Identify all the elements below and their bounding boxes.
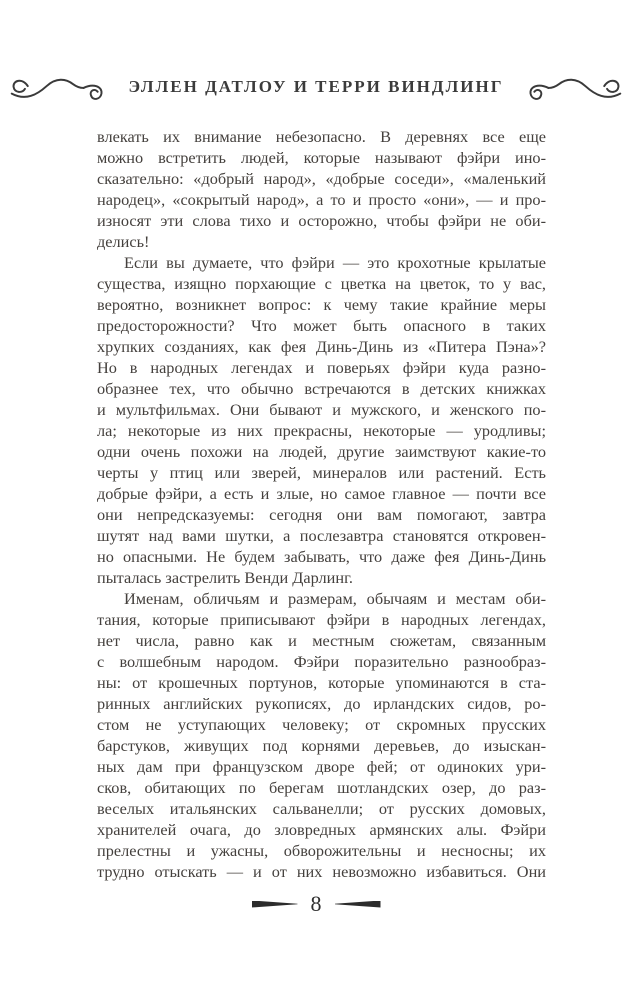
page-number-dash-right-icon <box>335 901 381 908</box>
text-line: делись! <box>97 232 150 251</box>
text-line: сказательно: «добрый народ», «добрые соседи», «маленький <box>97 169 546 188</box>
text-line: шутят над вами шутки, а послезавтра становятся откровен- <box>97 526 546 545</box>
page-footer <box>0 893 632 915</box>
text-line: Но в народных легендах и поверьях фэйри куда разно- <box>97 358 546 377</box>
text-line: хрупких созданиях, как фея Динь-Динь из «Питера Пэна»? <box>97 337 546 356</box>
text-line: сков, обитающих по берегам шотландских озер, до раз- <box>97 778 546 797</box>
text-line: народец», «сокрытый народ», а то и просто «они», — и про- <box>97 190 546 209</box>
text-line: ны: от крошечных портунов, которые упоминаются в ста- <box>97 673 546 692</box>
text-line: одни очень похожи на людей, другие заимствуют какие-то <box>97 442 546 461</box>
text-line: веселых итальянских сальванелли; от русских домовых, <box>97 799 546 818</box>
text-line: с волшебным народом. Фэйри поразительно разнообраз- <box>97 652 546 671</box>
text-line: пыталась застрелить Венди Дарлинг. <box>97 568 354 587</box>
text-line: нет числа, равно как и местным сюжетам, связанным <box>97 631 546 650</box>
text-line: ринных английских рукописях, до ирландских сидов, ро- <box>97 694 546 713</box>
page-number-dash-left-icon <box>252 901 298 908</box>
text-line: прелестны и ужасны, обворожительны и несносны; их <box>97 841 546 860</box>
text-line: хранителей очага, до зловредных армянских алы. Фэйри <box>97 820 546 839</box>
text-line: предосторожности? Что может быть опасного в таких <box>97 316 546 335</box>
text-line: ных дам при французском дворе фей; от одиноких ури- <box>97 757 546 776</box>
text-line: но опасными. Не будем забывать, что даже фея Динь-Динь <box>97 547 546 566</box>
text-line: вероятно, возникнет вопрос: к чему такие крайние меры <box>97 295 546 314</box>
text-line: они непредсказуемы: сегодня они вам помогают, завтра <box>97 505 546 524</box>
text-line: Именам, обличьям и размерам, обычаям и местам оби- <box>124 589 546 608</box>
text-line: влекать их внимание небезопасно. В деревнях все еще <box>97 127 546 146</box>
text-line: можно встретить людей, которые называют фэйри ино- <box>97 148 546 167</box>
text-line: барстуков, живущих под корнями деревьев, до изыскан- <box>97 736 546 755</box>
text-line: стом не уступающих человеку; от скромных прусских <box>97 715 546 734</box>
text-line: износят эти слова тихо и осторожно, чтобы фэйри не оби- <box>97 211 546 230</box>
text-line: добрые фэйри, а есть и злые, но самое главное — почти все <box>97 484 546 503</box>
body-text <box>97 126 546 882</box>
author-running-head: ЭЛЛЕН ДАТЛОУ И ТЕРРИ ВИНДЛИНГ <box>128 77 504 96</box>
text-line: Если вы думаете, что фэйри — это крохотные крылатые <box>124 253 546 272</box>
text-line: образнее тех, что обычно встречаются в детских книжках <box>97 379 546 398</box>
flourish-left-icon <box>8 70 108 104</box>
text-line: и мультфильмах. Они бывают и мужского, и женского по- <box>97 400 546 419</box>
text-line: существа, изящно порхающие с цветка на цветок, то у вас, <box>97 274 546 293</box>
page-number: 8 <box>310 891 322 916</box>
page-header <box>0 70 632 104</box>
text-line: ла; некоторые из них прекрасны, некоторые — уродливы; <box>97 421 546 440</box>
text-line: тания, которые приписывают фэйри в народных легендах, <box>97 610 546 629</box>
text-line: трудно отыскать — и от них невозможно избавиться. Они <box>97 862 546 881</box>
flourish-right-icon <box>524 70 624 104</box>
text-line: черты у птиц или зверей, минералов или растений. Есть <box>97 463 546 482</box>
